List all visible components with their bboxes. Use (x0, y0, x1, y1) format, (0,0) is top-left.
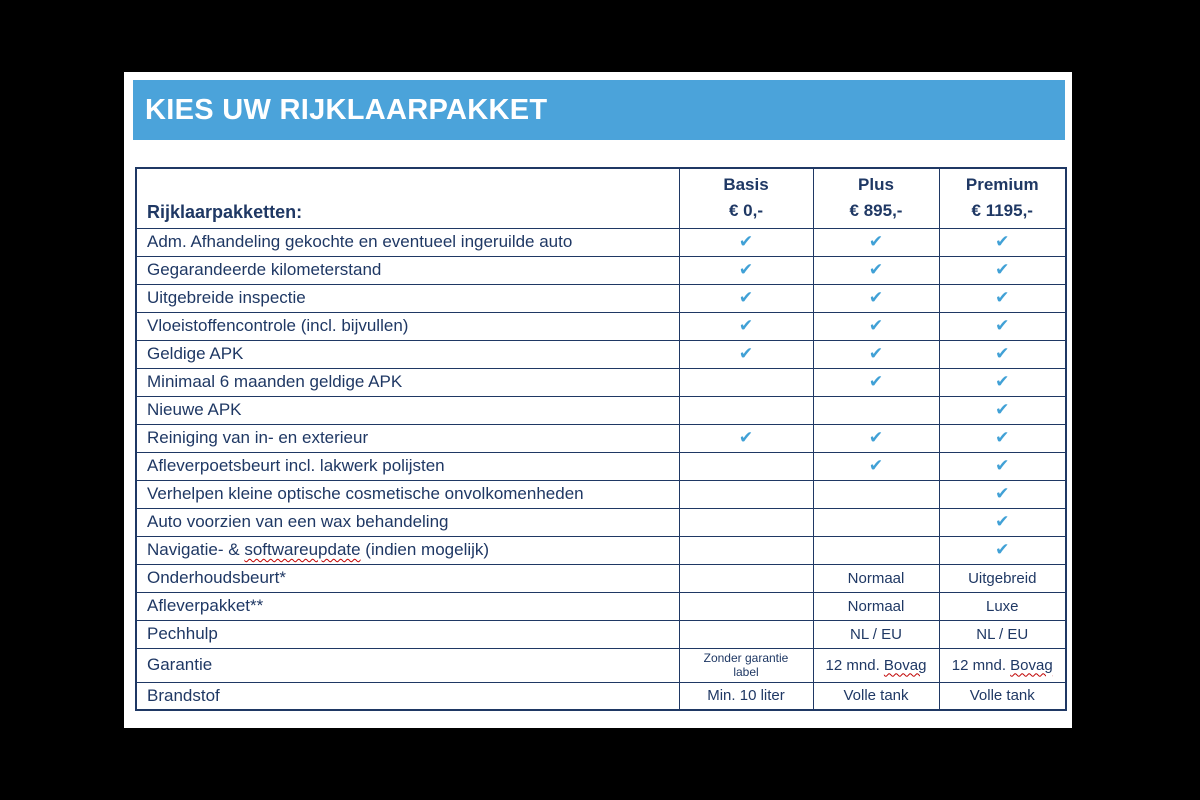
table-row (136, 480, 1066, 508)
cell-basis (679, 368, 813, 396)
row-label: Gegarandeerde kilometerstand (136, 256, 679, 284)
cell-plus (813, 452, 939, 480)
check-icon: ✔ (868, 456, 884, 475)
cell-premium (939, 592, 1066, 620)
cell-plus (813, 682, 939, 710)
cell-basis (679, 452, 813, 480)
cell-basis (679, 256, 813, 284)
label-text: (indien mogelijk) (360, 540, 490, 559)
check-icon: ✔ (738, 428, 754, 447)
page-title: KIES UW RIJKLAARPAKKET (145, 93, 548, 126)
table-row (136, 536, 1066, 564)
row-label: Uitgebreide inspectie (136, 284, 679, 312)
cell-text: NL / EU (850, 625, 902, 643)
cell-text: Normaal (847, 597, 905, 615)
column-header-basis (679, 168, 813, 228)
cell-text: Volle tank (843, 687, 909, 705)
cell-premium (939, 424, 1066, 452)
column-name: Plus (858, 174, 894, 194)
cell-text: Volle tank (969, 687, 1035, 705)
table-row (136, 312, 1066, 340)
cell-premium (939, 452, 1066, 480)
table-row (136, 228, 1066, 256)
cell-plus (813, 508, 939, 536)
cell-basis (679, 312, 813, 340)
cell-premium (939, 536, 1066, 564)
check-icon: ✔ (995, 484, 1010, 503)
table-row (136, 396, 1066, 424)
column-price: € 1195,- (971, 201, 1033, 221)
cell-plus (813, 536, 939, 564)
cell-plus (813, 396, 939, 424)
misspelled-word: Bovag (883, 656, 927, 674)
table-row (136, 452, 1066, 480)
check-icon: ✔ (868, 260, 884, 279)
cell-premium (939, 564, 1066, 592)
column-price: € 0,- (728, 201, 764, 221)
row-label: Vloeistoffencontrole (incl. bijvullen) (136, 312, 679, 340)
cell-basis (679, 564, 813, 592)
check-icon: ✔ (995, 288, 1010, 307)
row-label: Minimaal 6 maanden geldige APK (136, 368, 679, 396)
cell-basis (679, 648, 813, 682)
check-icon: ✔ (995, 400, 1010, 419)
cell-text: Uitgebreid (968, 569, 1037, 587)
cell-premium (939, 682, 1066, 710)
check-icon: ✔ (738, 316, 754, 335)
cell-text: Luxe (985, 597, 1019, 615)
cell-plus (813, 340, 939, 368)
row-label: Geldige APK (136, 340, 679, 368)
check-icon: ✔ (995, 344, 1010, 363)
check-icon: ✔ (995, 316, 1010, 335)
cell-text: Zonder garantie label (703, 650, 789, 679)
cell-plus (813, 620, 939, 648)
cell-basis (679, 592, 813, 620)
cell-text: NL / EU (976, 625, 1029, 643)
misspelled-word: Bovag (1010, 656, 1053, 674)
table-row (136, 592, 1066, 620)
package-comparison-table (135, 167, 1067, 711)
check-icon: ✔ (868, 428, 884, 447)
cell-plus (813, 228, 939, 256)
cell-plus (813, 564, 939, 592)
cell-premium (939, 284, 1066, 312)
row-label: Brandstof (136, 682, 679, 710)
row-label: Auto voorzien van een wax behandeling (136, 508, 679, 536)
cell-basis (679, 508, 813, 536)
cell-basis (679, 340, 813, 368)
table-row (136, 284, 1066, 312)
row-label: Nieuwe APK (136, 396, 679, 424)
cell-premium (939, 340, 1066, 368)
cell-premium (939, 256, 1066, 284)
cell-basis (679, 480, 813, 508)
check-icon: ✔ (738, 344, 754, 363)
column-name: Basis (723, 174, 769, 194)
table-row (136, 508, 1066, 536)
cell-text: Min. 10 liter (707, 687, 785, 705)
check-icon: ✔ (995, 540, 1010, 559)
check-icon: ✔ (868, 372, 884, 391)
column-price: € 895,- (849, 201, 903, 221)
table-row (136, 424, 1066, 452)
check-icon: ✔ (995, 428, 1010, 447)
row-label: Onderhoudsbeurt* (136, 564, 679, 592)
content-card (124, 72, 1072, 728)
cell-basis (679, 620, 813, 648)
row-label (136, 536, 679, 564)
cell-premium (939, 620, 1066, 648)
cell-basis (679, 682, 813, 710)
cell-plus (813, 648, 939, 682)
table-row (136, 682, 1066, 710)
cell-plus (813, 256, 939, 284)
row-label: Adm. Afhandeling gekochte en eventueel ingeruilde auto (136, 228, 679, 256)
title-banner (133, 80, 1065, 140)
cell-plus (813, 424, 939, 452)
cell-basis (679, 536, 813, 564)
cell-text: Normaal (847, 569, 905, 587)
table-row (136, 648, 1066, 682)
cell-basis (679, 228, 813, 256)
check-icon: ✔ (995, 372, 1010, 391)
table-row (136, 340, 1066, 368)
cell-premium (939, 312, 1066, 340)
row-label: Reiniging van in- en exterieur (136, 424, 679, 452)
cell-plus (813, 592, 939, 620)
row-label: Afleverpoetsbeurt incl. lakwerk polijsten (136, 452, 679, 480)
misspelled-word: softwareupdate (244, 540, 361, 559)
cell-plus (813, 368, 939, 396)
column-name: Premium (965, 174, 1039, 194)
check-icon: ✔ (868, 316, 884, 335)
row-label: Pechhulp (136, 620, 679, 648)
corner-label: Rijklaarpakketten: (136, 168, 679, 228)
cell-premium (939, 480, 1066, 508)
check-icon: ✔ (868, 288, 884, 307)
cell-basis (679, 424, 813, 452)
row-label: Garantie (136, 648, 679, 682)
cell-basis (679, 284, 813, 312)
cell-premium (939, 396, 1066, 424)
cell-text: 12 mnd. (825, 656, 884, 674)
cell-premium (939, 368, 1066, 396)
table-row (136, 256, 1066, 284)
check-icon: ✔ (738, 288, 754, 307)
cell-plus (813, 284, 939, 312)
row-label: Afleverpakket** (136, 592, 679, 620)
cell-basis (679, 396, 813, 424)
cell-plus (813, 480, 939, 508)
table-row (136, 368, 1066, 396)
check-icon: ✔ (868, 344, 884, 363)
check-icon: ✔ (995, 456, 1010, 475)
label-text: Navigatie- & (147, 540, 245, 559)
column-header-premium (939, 168, 1066, 228)
cell-premium (939, 508, 1066, 536)
check-icon: ✔ (995, 512, 1010, 531)
header-row (136, 168, 1066, 228)
check-icon: ✔ (738, 260, 754, 279)
table-row (136, 620, 1066, 648)
check-icon: ✔ (868, 232, 884, 251)
check-icon: ✔ (995, 260, 1010, 279)
cell-plus (813, 312, 939, 340)
table-row (136, 564, 1066, 592)
cell-text: 12 mnd. (951, 656, 1011, 674)
cell-premium (939, 228, 1066, 256)
check-icon: ✔ (738, 232, 754, 251)
column-header-plus (813, 168, 939, 228)
cell-premium (939, 648, 1066, 682)
row-label: Verhelpen kleine optische cosmetische onvolkomenheden (136, 480, 679, 508)
check-icon: ✔ (995, 232, 1010, 251)
